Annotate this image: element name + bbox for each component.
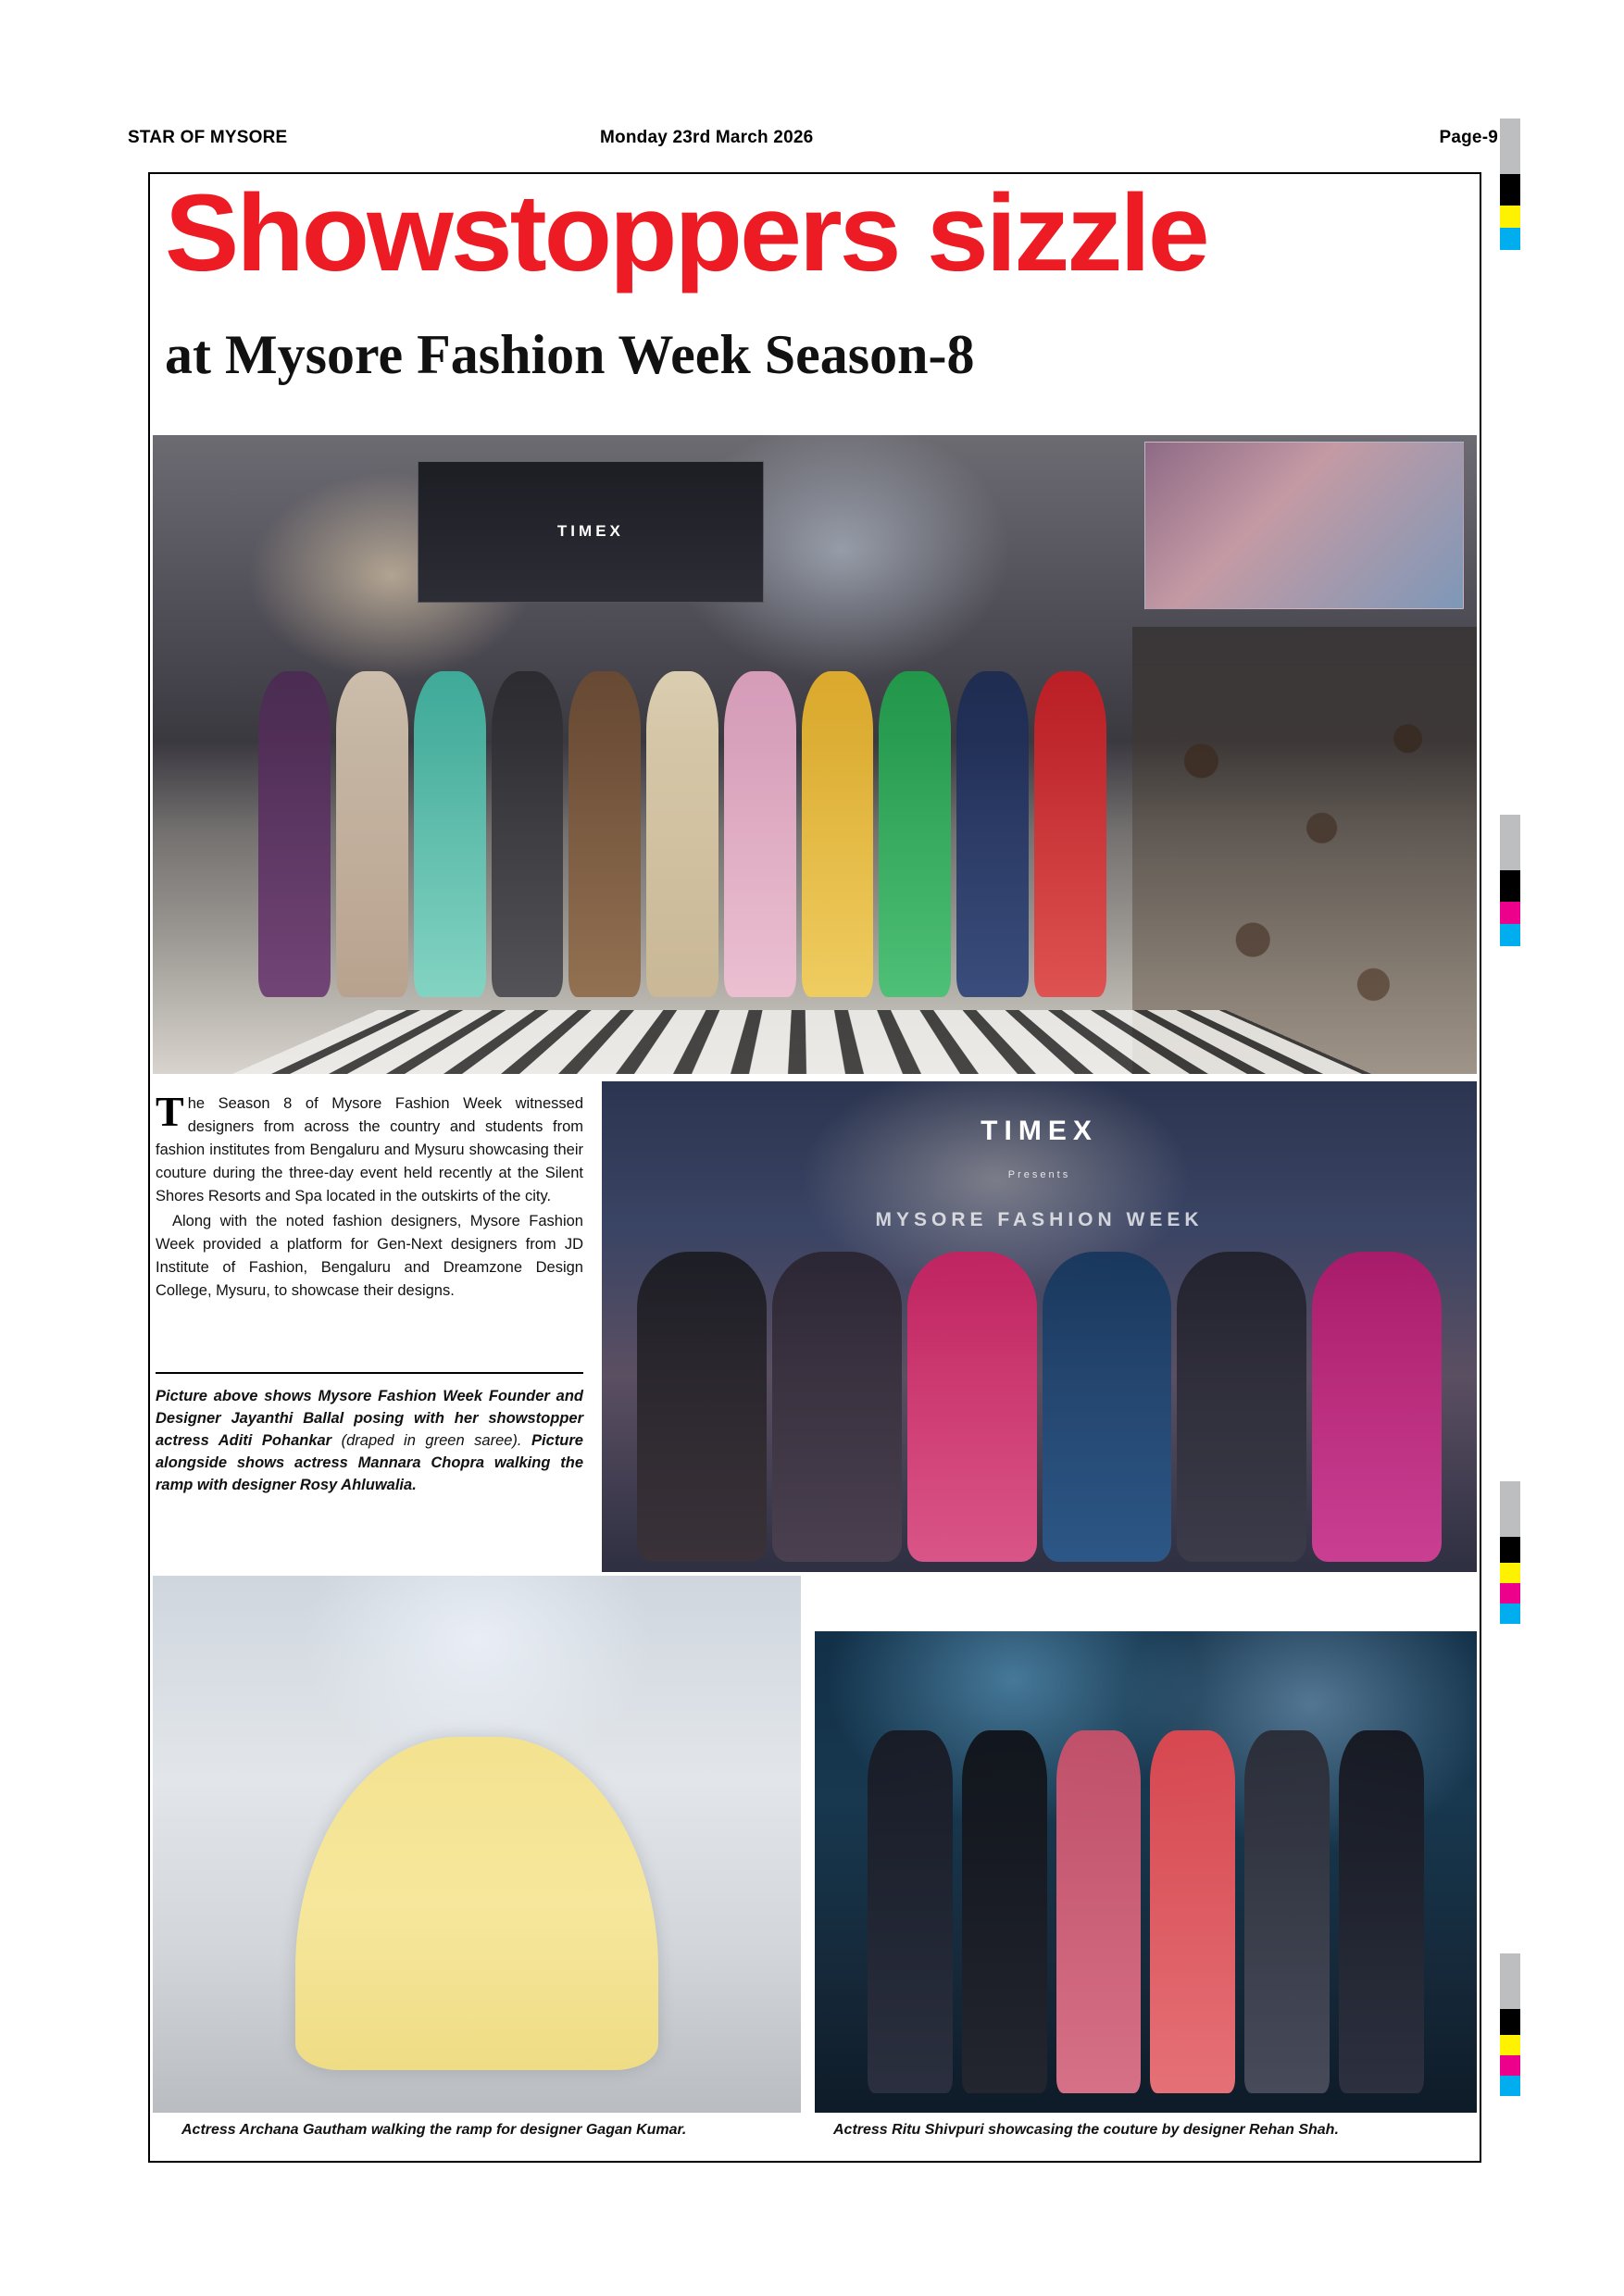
stage-screen-logo: TIMEX (418, 461, 764, 604)
stage-people-row (868, 1699, 1424, 2093)
timex-logo-text: TIMEX (981, 1116, 1098, 1147)
model-figure (1043, 1252, 1172, 1563)
publication-date: Monday 23rd March 2026 (600, 128, 814, 147)
inline-caption-bold-2: Picture alongside shows actress Mannara Chopra walking the ramp with designer Rosy Ahluwalia. (156, 1432, 583, 1493)
reg-block-gray (1500, 1481, 1520, 1537)
reg-block-cyan (1500, 1603, 1520, 1624)
masthead (128, 122, 1498, 154)
model-figure (1312, 1252, 1442, 1563)
archana-photo-caption: Actress Archana Gautham walking the ramp for designer Gagan Kumar. (181, 2122, 687, 2138)
stage-person (1339, 1730, 1424, 2093)
publication-name: STAR OF MYSORE (128, 128, 288, 147)
reg-block-yellow (1500, 1563, 1520, 1583)
caption-divider (156, 1372, 583, 1374)
timex-models-row (637, 1209, 1442, 1563)
reg-bar-1 (1500, 119, 1520, 250)
drop-cap: T (156, 1088, 184, 1135)
model-figure (492, 671, 564, 997)
reg-block-magenta (1500, 902, 1520, 924)
model-figure (724, 671, 796, 997)
reg-block-gray (1500, 815, 1520, 870)
inline-caption-bold-1: Picture above shows Mysore Fashion Week Founder and Designer Jayanthi Ballal posing with her showstopper actress Aditi Pohankar (156, 1388, 583, 1449)
runway-group-photo (153, 435, 1477, 1074)
model-figure (879, 671, 951, 997)
reg-block-gray (1500, 119, 1520, 174)
page-number: Page-9 (1439, 128, 1498, 147)
ritu-scene (815, 1631, 1477, 2113)
model-figure (568, 671, 641, 997)
article-paragraph-1 (156, 1088, 583, 1208)
stage-person (1150, 1730, 1235, 2093)
inline-caption-regular-1: (draped in green saree). (341, 1432, 522, 1449)
fashion-week-band-text: MYSORE FASHION WEEK (875, 1208, 1204, 1230)
stage-person (1244, 1730, 1330, 2093)
reg-block-black (1500, 870, 1520, 902)
model-figure (772, 1252, 902, 1563)
stage-person (868, 1730, 953, 2093)
model-figure (802, 671, 874, 997)
reg-block-yellow (1500, 206, 1520, 228)
stage-person (962, 1730, 1047, 2093)
reg-block-black (1500, 2009, 1520, 2035)
reg-bar-3 (1500, 1481, 1520, 1624)
timex-stage-scene (602, 1081, 1477, 1572)
ritu-shivpuri-photo (815, 1631, 1477, 2113)
runway-group-photo-scene (153, 435, 1477, 1074)
model-figure (907, 1252, 1037, 1563)
model-figure (1177, 1252, 1306, 1563)
yellow-lehenga-figure (295, 1737, 658, 2070)
article-paragraph-2: Along with the noted fashion designers, Mysore Fashion Week provided a platform for Gen-Next designers from JD Institute of Fashion, Bengaluru and Dreamzone Design College, Mysuru, to showcase their designs. (156, 1213, 583, 1299)
article-body (156, 1088, 583, 1304)
reg-block-cyan (1500, 924, 1520, 946)
archana-scene (153, 1576, 801, 2113)
reg-block-magenta (1500, 1583, 1520, 1603)
article-paragraph-1-text: he Season 8 of Mysore Fashion Week witnessed designers from across the country and students from fashion institutes from Bengaluru and Mysuru showcasing their couture during the three-day event held recently at the Silent Shores Resorts and Spa located in the outskirts of the city. (156, 1095, 583, 1204)
model-figure (258, 671, 331, 997)
model-figure (336, 671, 408, 997)
model-figure (414, 671, 486, 997)
reg-block-cyan (1500, 2076, 1520, 2096)
archana-gautham-photo (153, 1576, 801, 2113)
inline-photo-caption (156, 1385, 583, 1496)
reg-block-magenta (1500, 2055, 1520, 2076)
reg-block-gray (1500, 1953, 1520, 2009)
ritu-photo-caption: Actress Ritu Shivpuri showcasing the couture by designer Rehan Shah. (833, 2122, 1339, 2138)
stage-side-screen (1144, 442, 1464, 609)
headline-secondary: at Mysore Fashion Week Season-8 (165, 324, 975, 385)
reg-block-black (1500, 174, 1520, 206)
model-figure (637, 1252, 767, 1563)
audience-crowd (1132, 627, 1477, 1074)
reg-bar-4 (1500, 1953, 1520, 2096)
reg-bar-2 (1500, 815, 1520, 946)
reg-block-cyan (1500, 228, 1520, 250)
model-figure (956, 671, 1029, 997)
reg-block-yellow (1500, 2035, 1520, 2055)
timex-stage-photo (602, 1081, 1477, 1572)
stage-person (1056, 1730, 1142, 2093)
reg-block-black (1500, 1537, 1520, 1563)
models-row (258, 627, 1106, 997)
timex-presents-text: Presents (1007, 1169, 1071, 1181)
model-figure (1034, 671, 1106, 997)
model-figure (646, 671, 718, 997)
headline-primary: Showstoppers sizzle (165, 172, 1207, 294)
